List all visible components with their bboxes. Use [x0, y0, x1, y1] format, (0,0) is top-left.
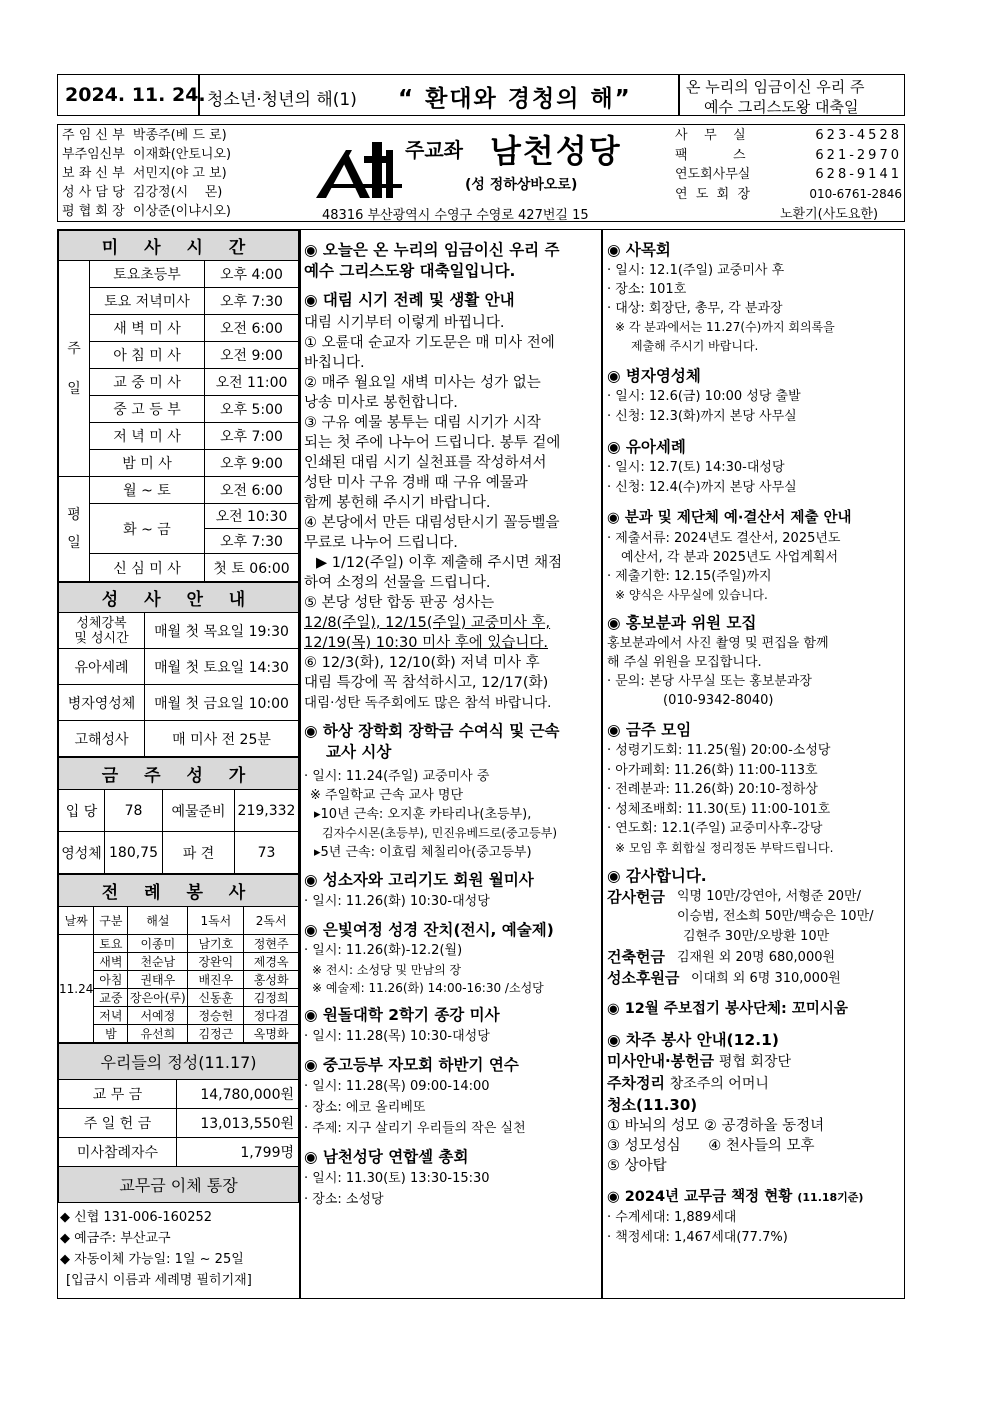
contact-label: 연도회사무실	[675, 167, 751, 182]
contact-labels	[675, 126, 750, 204]
mass-time: 오전 11:00	[205, 369, 299, 396]
notice-heading: 예수 그리스도왕 대축일입니다.	[304, 262, 516, 280]
contact-values	[776, 126, 902, 204]
hymn-number: 180,75	[105, 832, 163, 874]
devotion-table	[58, 1043, 299, 1203]
thanks-line: 김현주 30만/오방환 10만	[683, 929, 830, 944]
mass-time: 오후 7:30	[205, 529, 299, 554]
notice-heading: ◉ 홍보분과 위원 모집	[607, 614, 757, 632]
liturgy-header: 날짜	[59, 907, 94, 935]
account-info	[58, 1203, 299, 1295]
notice-line: ※ 주일학교 근속 교사 명단	[310, 788, 464, 803]
notice-heading: ◉ 대림 시기 전례 및 생활 안내	[304, 291, 515, 309]
thanks-line: 김재원 외 20명 680,000원	[677, 950, 836, 965]
notice-heading: ◉ 12월 주보접기 봉사단체: 꼬미시움	[607, 1001, 848, 1017]
clergy-line: 보 좌 신 부 서민지(야 고 보)	[62, 166, 227, 181]
contact-label: 연 도 회 장	[675, 186, 751, 202]
sacrament-table	[58, 582, 299, 757]
clergy-line: 부주임신부 이재화(안토니오)	[62, 147, 232, 162]
liturgy-cell: 권태우	[128, 971, 188, 989]
cleaning-line: ③ 성모성심 ④ 천사들의 모후	[607, 1138, 815, 1154]
notice-line: · 대상: 회장단, 총무, 각 분과장	[607, 301, 783, 316]
account-line: ◆ 자동이체 가능일: 1일 ~ 25일	[60, 1252, 244, 1267]
liturgy-cell: 장은아(루)	[128, 989, 188, 1007]
left-column	[58, 230, 299, 1295]
mass-title: 미 사 시 간	[59, 231, 299, 261]
mass-name: 토요초등부	[90, 261, 205, 288]
liturgy-cell: 김정근	[188, 1025, 244, 1043]
notice-line: · 장소: 101호	[607, 282, 687, 297]
mass-name: 저 녁 미 사	[90, 423, 205, 450]
liturgy-header: 1독서	[188, 907, 244, 935]
church-address: 48316 부산광역시 수영구 수영로 427번길 15	[322, 208, 589, 223]
thanks-label: 성소후원금	[607, 969, 680, 987]
notice-line: 예산서, 각 분과 2025년도 사업계획서	[621, 550, 838, 565]
notice-heading: ◉ 남천성당 연합셀 총회	[304, 1148, 469, 1166]
service-value: 창조주의 어머니	[669, 1076, 769, 1092]
notice-line: 김자수시몬(초등부), 민진유베드로(중고등부)	[322, 826, 558, 840]
notice-line: 무료로 나누어 드립니다.	[304, 535, 458, 551]
hymn-table	[58, 757, 299, 874]
notice-line: ▸10년 근속: 오지훈 카타리나(초등부),	[314, 807, 532, 822]
mass-time: 첫 토 06:00	[205, 554, 299, 582]
notice-line: 바칩니다.	[304, 355, 365, 371]
sacrament-name: 고해성사	[59, 721, 145, 757]
hymn-label: 파 견	[163, 832, 235, 874]
contact-value: 621-2970	[815, 147, 902, 163]
notice-line: · 신청: 12.3(화)까지 본당 사무실	[607, 409, 797, 424]
mass-time: 오전 6:00	[205, 315, 299, 342]
mass-name: 화 ~ 금	[90, 504, 205, 554]
notice-line: · 일시: 11.30(토) 13:30-15:30	[304, 1171, 490, 1186]
devotion-title: 우리들의 정성(11.17)	[59, 1044, 299, 1080]
hymn-number: 78	[105, 790, 163, 832]
year-theme: 청소년·청년의 해(1)	[207, 90, 357, 110]
notice-line: · 일시: 12.1(주일) 교중미사 후	[607, 263, 785, 278]
notice-line: 제출해 주시기 바랍니다.	[631, 339, 759, 353]
notice-line: · 아가페회: 11.26(화) 11:00-113호	[607, 762, 818, 778]
notice-line: 낭송 미사로 봉헌합니다.	[304, 395, 458, 411]
hymn-title: 금 주 성 가	[59, 758, 299, 790]
liturgy-cell: 교중	[94, 989, 128, 1007]
cleaning-line: ① 바뇌의 성모 ② 공경하올 동정녀	[607, 1118, 825, 1134]
notice-line: 대림 시기부터 이렇게 바뀝니다.	[304, 315, 505, 331]
bulletin-date: 2024. 11. 24.	[65, 84, 206, 106]
hymn-label: 영성체	[59, 832, 105, 874]
hymn-number: 73	[235, 832, 299, 874]
thanks-line: 익명 10만/강연아, 서형준 20만/	[677, 889, 861, 904]
notice-line: ② 매주 월요일 새벽 미사는 성가 없는	[304, 375, 541, 391]
theme-title: “ 환대와 경청의 해”	[398, 86, 632, 112]
notice-line: ④ 본당에서 만든 대림성탄시기 꼴등벨을	[304, 515, 560, 531]
service-line	[607, 1051, 903, 1073]
notice-line: · 성령기도회: 11.25(월) 20:00-소성당	[607, 743, 831, 758]
notice-line: ▸5년 근속: 이효림 체칠리아(중고등부)	[314, 845, 532, 860]
liturgy-cell: 저녁	[94, 1007, 128, 1025]
clergy-line: 평 협 회 장 이상준(이냐시오)	[62, 204, 231, 219]
mass-time: 오전 10:30	[205, 504, 299, 529]
notice-line: · 제출서류: 2024년도 결산서, 2025년도	[607, 531, 841, 546]
liturgy-cell: 장완익	[188, 953, 244, 971]
dues-note: (11.18기준)	[797, 1191, 864, 1204]
sacrament-name: 병자영성체	[59, 685, 145, 721]
church-name: 남천성당	[490, 132, 622, 170]
service-line	[607, 1073, 903, 1095]
contact-label: 팩 스	[675, 147, 746, 163]
dues-heading	[607, 1186, 903, 1208]
notice-line: 성탄 미사 구유 경배 때 구유 예물과	[304, 475, 528, 491]
devotion-value: 1,799명	[177, 1138, 299, 1167]
notice-line: · 제출기한: 12.15(주일)까지	[607, 569, 772, 584]
notice-line: 해 주실 위원을 모집합니다.	[607, 655, 762, 670]
liturgy-table	[58, 874, 299, 1043]
notice-heading: ◉ 유아세례	[607, 438, 686, 456]
liturgy-cell: 정현주	[244, 935, 299, 953]
account-line: ◆ 예금주: 부산교구	[60, 1231, 171, 1246]
notice-line: ▶ 1/12(주일) 이후 제출해 주시면 채점	[316, 555, 563, 571]
thanks-offering	[607, 887, 903, 947]
contact-value: 010-6761-2846	[809, 186, 902, 201]
notice-line: 인쇄된 대림 시기 실천표를 작성하셔서	[304, 455, 547, 471]
notice-heading: ◉ 차주 봉사 안내(12.1)	[607, 1031, 779, 1049]
thanks-line: 이승범, 전소희 50만/백승은 10만/	[677, 909, 874, 924]
notice-line: · 연도회: 12.1(주일) 교중미사후-강당	[607, 821, 823, 836]
devotion-label: 교 무 금	[59, 1080, 177, 1109]
contact-value: 623-4528	[815, 128, 902, 143]
devotion-label: 주 일 헌 금	[59, 1109, 177, 1138]
liturgy-cell: 서예정	[128, 1007, 188, 1025]
devotion-value: 14,780,000원	[177, 1080, 299, 1109]
right-column	[607, 240, 903, 1252]
liturgy-header: 구분	[94, 907, 128, 935]
thanks-label: 감사헌금	[607, 888, 665, 906]
notice-line: ⑥ 12/3(화), 12/10(화) 저녁 미사 후	[304, 655, 540, 671]
notice-line: · 신청: 12.4(수)까지 본당 사무실	[607, 480, 797, 495]
sacrament-time: 매월 첫 토요일 14:30	[145, 649, 299, 685]
building-offering	[607, 947, 903, 968]
mass-name: 밤 미 사	[90, 450, 205, 477]
church-patron: (성 정하상바오로)	[465, 177, 578, 193]
notice-line: · 성체조배회: 11.30(토) 11:00-101호	[607, 801, 831, 817]
liturgy-cell: 정승헌	[188, 1007, 244, 1025]
notice-line: ※ 각 분과에서는 11.27(수)까지 회의록을	[615, 320, 835, 334]
service-label: 주차정리	[607, 1074, 665, 1092]
notice-line: 하여 소정의 선물을 드립니다.	[304, 575, 491, 591]
hymn-label: 입 당	[59, 790, 105, 832]
vocation-offering	[607, 968, 903, 989]
sacrament-name: 유아세례	[59, 649, 145, 685]
devotion-value: 13,013,550원	[177, 1109, 299, 1138]
notice-line: ① 오륜대 순교자 기도문은 매 미사 전에	[304, 335, 555, 351]
notice-line: · 일시: 12.6(금) 10:00 성당 출발	[607, 389, 801, 404]
account-title: 교무금 이체 통장	[59, 1167, 299, 1203]
notice-line: · 일시: 11.24(주일) 교중미사 중	[304, 769, 490, 784]
middle-column	[304, 240, 598, 1214]
mass-name: 교 중 미 사	[90, 369, 205, 396]
mass-name: 아 침 미 사	[90, 342, 205, 369]
liturgy-title: 전 례 봉 사	[59, 875, 299, 907]
service-value: 평협 회장단	[718, 1054, 791, 1070]
account-line: ◆ 신협 131-006-160252	[60, 1210, 213, 1225]
notice-line: ※ 양식은 사무실에 있습니다.	[615, 588, 768, 602]
mass-name: 월 ~ 토	[90, 477, 205, 504]
notice-line: · 책정세대: 1,467세대(77.7%)	[607, 1230, 788, 1245]
liturgy-cell: 남기호	[188, 935, 244, 953]
service-label: 미사안내·봉헌금	[607, 1052, 715, 1070]
notice-line: ⑤ 본당 성탄 합동 판공 성사는	[304, 595, 495, 611]
mass-name: 신 심 미 사	[90, 554, 205, 582]
mass-name: 토요 저녁미사	[90, 288, 205, 315]
notice-line: 되는 첫 주에 나누어 드립니다. 봉투 겉에	[304, 435, 561, 451]
sacrament-name: 성체강복 및 성시간	[59, 613, 145, 649]
liturgy-cell: 아침	[94, 971, 128, 989]
mass-time: 오후 4:00	[205, 261, 299, 288]
clergy-line: 주 임 신 부 박종주(베 드 로)	[62, 128, 227, 143]
thanks-line: 이대희 외 6명 310,000원	[691, 971, 841, 986]
mass-time: 오후 7:30	[205, 288, 299, 315]
notice-line: 홍보분과에서 사진 촬영 및 편집을 함께	[607, 636, 829, 651]
liturgy-cell: 토요	[94, 935, 128, 953]
notice-heading: ◉ 오늘은 온 누리의 임금이신 우리 주	[304, 241, 560, 259]
liturgy-cell: 김정희	[244, 989, 299, 1007]
liturgy-cell: 유선희	[128, 1025, 188, 1043]
notice-heading: ◉ 감사합니다.	[607, 867, 707, 885]
notice-heading: ◉ 병자영성체	[607, 367, 701, 385]
mass-time: 오후 5:00	[205, 396, 299, 423]
notice-line: · 일시: 12.7(토) 14:30-대성당	[607, 460, 785, 475]
notice-heading: ◉ 2024년 교무금 책정 현황	[607, 1189, 793, 1205]
liturgy-header: 2독서	[244, 907, 299, 935]
notice-line: · 장소: 소성당	[304, 1192, 384, 1207]
sacrament-time: 매월 첫 목요일 19:30	[145, 613, 299, 649]
liturgy-cell: 제경옥	[244, 953, 299, 971]
notice-line: ※ 전시: 소성당 및 만남의 장	[312, 963, 462, 977]
notice-heading: ◉ 하상 장학회 장학금 수여식 및 근속	[304, 722, 560, 740]
notice-line: (010-9342-8040)	[663, 693, 774, 708]
devotion-label: 미사참례자수	[59, 1138, 177, 1167]
notice-heading: ◉ 분과 및 제단체 예·결산서 제출 안내	[607, 510, 852, 526]
notice-line: · 주제: 지구 살리기 우리들의 작은 실천	[304, 1121, 526, 1136]
notice-heading: ◉ 성소자와 고리기도 회원 월미사	[304, 871, 534, 889]
notice-line: ※ 예술제: 11.26(화) 14:00-16:30 /소성당	[312, 981, 544, 995]
thanks-label: 건축헌금	[607, 948, 665, 966]
notice-line: · 장소: 에코 올리베또	[304, 1100, 426, 1115]
notice-line: ※ 모임 후 회합실 정리정돈 부탁드립니다.	[615, 840, 834, 855]
notice-line: · 일시: 11.28(목) 10:30-대성당	[304, 1029, 490, 1044]
sunday-label: 주 일	[59, 261, 90, 477]
clergy-list	[62, 126, 302, 221]
account-line: [입금시 이름과 세례명 필히기재]	[66, 1273, 252, 1288]
hymn-label: 예물준비	[163, 790, 235, 832]
notice-line: 12/19(목) 10:30 미사 후에 있습니다.	[304, 635, 548, 651]
notice-heading: ◉ 중고등부 자모회 하반기 연수	[304, 1056, 519, 1074]
notice-line: · 일시: 11.26(화) 10:30-대성당	[304, 894, 490, 909]
liturgy-cell: 옥명화	[244, 1025, 299, 1043]
contact-label: 사 무 실	[675, 128, 746, 143]
cleaning-label: 청소(11.30)	[607, 1096, 698, 1114]
notice-line: 대림·성탄 독주회에도 많은 참석 바랍니다.	[304, 695, 552, 711]
notice-line: · 일시: 11.28(목) 09:00-14:00	[304, 1079, 490, 1094]
notice-line: 12/8(주일), 12/15(주일) 교중미사 후,	[304, 615, 551, 631]
feast-line-1: 온 누리의 임금이신 우리 주	[686, 78, 865, 96]
liturgy-cell: 정다겸	[244, 1007, 299, 1025]
mass-time: 오전 6:00	[205, 477, 299, 504]
notice-heading: 교사 시상	[326, 743, 392, 761]
notice-line: · 전례분과: 11.26(화) 20:10-정하상	[607, 782, 818, 797]
weekday-label: 평 일	[59, 477, 90, 582]
notice-line: · 수계세대: 1,889세대	[607, 1210, 737, 1225]
mass-time: 오후 7:00	[205, 423, 299, 450]
liturgy-cell: 새벽	[94, 953, 128, 971]
liturgy-header: 해설	[128, 907, 188, 935]
notice-heading: ◉ 은빛여정 성경 잔치(전시, 예술제)	[304, 921, 554, 939]
sacrament-time: 매월 첫 금요일 10:00	[145, 685, 299, 721]
funeral-head: 노환기(사도요한)	[780, 207, 879, 222]
liturgy-cell: 홍성화	[244, 971, 299, 989]
diocese-label: 주교좌	[405, 138, 463, 162]
notice-line: 대림 특강에 꼭 참석하시고, 12/17(화)	[304, 675, 549, 691]
church-logo-icon	[312, 130, 408, 202]
liturgy-date: 11.24	[59, 935, 94, 1043]
clergy-line: 성 사 담 당 김강정(시 몬)	[62, 185, 223, 200]
notice-heading: ◉ 원돌대학 2학기 종강 미사	[304, 1006, 500, 1024]
notice-line: 함께 봉헌해 주시기 바랍니다.	[304, 495, 491, 511]
feast-line-2: 예수 그리스도왕 대축일	[704, 98, 859, 116]
liturgy-cell: 밤	[94, 1025, 128, 1043]
notice-heading: ◉ 사목회	[607, 241, 671, 259]
hymn-number: 219,332	[235, 790, 299, 832]
cleaning-line: ⑤ 상아탑	[607, 1158, 667, 1174]
liturgy-cell: 배진우	[188, 971, 244, 989]
mass-name: 새 벽 미 사	[90, 315, 205, 342]
liturgy-cell: 신동훈	[188, 989, 244, 1007]
notice-heading: ◉ 금주 모임	[607, 721, 692, 739]
mass-times-table	[58, 230, 299, 582]
mass-time: 오전 9:00	[205, 342, 299, 369]
liturgy-cell: 천순남	[128, 953, 188, 971]
mass-time: 오후 9:00	[205, 450, 299, 477]
notice-line: ③ 구유 예물 봉투는 대림 시기가 시작	[304, 415, 541, 431]
sacrament-title: 성 사 안 내	[59, 583, 299, 613]
mass-name: 중 고 등 부	[90, 396, 205, 423]
notice-line: · 문의: 본당 사무실 또는 홍보분과장	[607, 674, 812, 689]
sacrament-time: 매 미사 전 25분	[145, 721, 299, 757]
notice-line: · 일시: 11.26(화)-12.2(월)	[304, 943, 463, 958]
liturgy-cell: 이종미	[128, 935, 188, 953]
contact-value: 628-9141	[815, 167, 902, 182]
